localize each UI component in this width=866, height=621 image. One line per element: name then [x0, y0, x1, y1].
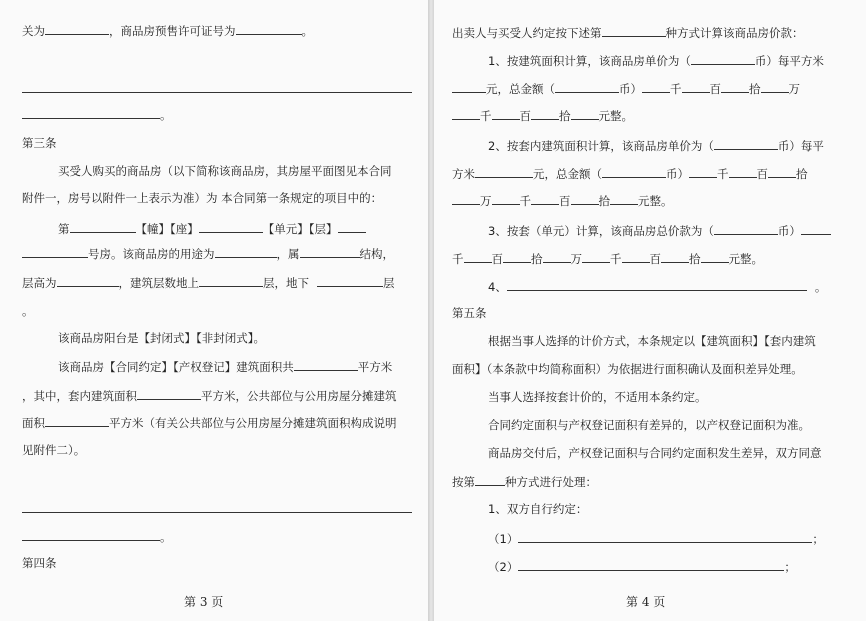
blank-field[interactable]: [768, 165, 796, 178]
page-number: 第 3 页: [184, 595, 224, 609]
article-4-heading: 第四条: [22, 556, 57, 570]
method-3-amount: 千 百 拾 万 千 百 拾 元整。: [452, 252, 763, 266]
blank-field[interactable]: [475, 473, 505, 486]
method-2-amount: 万 千 百 拾 元整。: [452, 192, 673, 209]
self-agreement-heading: 1、双方自行约定：: [488, 502, 588, 516]
article-5-text: 商品房交付后，产权登记面积与合同约定面积发生差异，双方同意: [488, 446, 822, 460]
blank-field[interactable]: [701, 250, 729, 263]
article-5-text: 根据当事人选择的计价方式，本条规定以【建筑面积】【套内建筑: [488, 334, 816, 348]
article-5-text: 当事人选择按套计价的，不适用本条约定。: [488, 390, 707, 404]
method-1: 1、按建筑面积计算，该商品房单价为（ 币）每平方米: [488, 54, 824, 68]
blank-field[interactable]: [801, 222, 831, 235]
article-3-text: 买受人购买的商品房（以下简称该商品房，其房屋平面图见本合同: [58, 164, 392, 178]
blank-field[interactable]: [689, 165, 717, 178]
method-1-amount: 元，总金额（ 币） 千 百 拾 万: [452, 80, 800, 97]
blank-line: [22, 80, 412, 97]
blank-field[interactable]: [464, 250, 492, 263]
blank-field[interactable]: [22, 106, 160, 119]
blank-field[interactable]: [338, 220, 366, 233]
balcony-type: 该商品房阳台是【封闭式】【非封闭式】。: [58, 331, 265, 345]
blank-field[interactable]: [199, 274, 263, 287]
article-5-text: 按第 种方式进行处理：: [452, 475, 597, 489]
article-3-heading: 第三条: [22, 136, 57, 150]
method-4: 4、 。: [488, 280, 827, 294]
method-2-amount: 方米 元，总金额（ 币） 千 百 拾: [452, 167, 808, 181]
blank-field[interactable]: [22, 528, 160, 541]
area-line: 该商品房【合同约定】【产权登记】建筑面积共 平方米: [58, 360, 393, 374]
floor-height-line: 层高为 ，建筑层数地上 层，地下 层: [22, 276, 395, 290]
article-5-text: 合同约定面积与产权登记面积有差异的，以产权登记面积为准。: [488, 418, 810, 432]
blank-field[interactable]: [571, 107, 599, 120]
blank-field[interactable]: [642, 80, 670, 93]
blank-line: 。: [22, 528, 172, 545]
blank-field[interactable]: [22, 245, 88, 258]
blank-field[interactable]: [507, 278, 807, 291]
blank-field[interactable]: [475, 165, 533, 178]
blank-field[interactable]: [714, 222, 778, 235]
blank-field[interactable]: [721, 80, 749, 93]
blank-field[interactable]: [199, 220, 263, 233]
article-5-text: 面积】（本条款中均简称面积）为依据进行面积确认及面积差异处理。: [452, 362, 803, 376]
blank-field[interactable]: [729, 165, 757, 178]
room-location-line: 第 【幢】【座】 【单元】【层】: [58, 220, 366, 237]
area-line: 面积 平方米（有关公共部位与公用房屋分摊建筑面积构成说明: [22, 416, 397, 430]
blank-field[interactable]: [236, 22, 302, 35]
blank-field[interactable]: [22, 500, 412, 513]
blank-field[interactable]: [452, 107, 480, 120]
blank-field[interactable]: [610, 192, 638, 205]
blank-field[interactable]: [682, 80, 710, 93]
blank-field[interactable]: [661, 250, 689, 263]
blank-field[interactable]: [691, 52, 755, 65]
area-line: 见附件二）。: [22, 443, 86, 457]
area-line: ，其中，套内建筑面积 平方米，公共部位与公用房屋分摊建筑: [22, 389, 397, 403]
blank-field[interactable]: [518, 530, 812, 543]
blank-field[interactable]: [452, 80, 486, 93]
blank-field[interactable]: [531, 192, 559, 205]
blank-field[interactable]: [555, 80, 619, 93]
blank-field[interactable]: [137, 387, 201, 400]
room-usage-line: 号房。该商品房的用途为 ，属 结构，: [22, 245, 394, 262]
blank-field[interactable]: [57, 274, 119, 287]
method-1-amount: 千 百 拾 元整。: [452, 107, 633, 124]
blank-field[interactable]: [543, 250, 571, 263]
article-5-heading: 第五条: [452, 306, 487, 320]
blank-field[interactable]: [531, 107, 559, 120]
presale-permit-line: 关为 ，商品房预售许可证号为 。: [22, 24, 313, 38]
blank-field[interactable]: [22, 80, 412, 93]
document-page-4: [434, 0, 866, 621]
page-number: 第 4 页: [626, 595, 666, 609]
blank-field[interactable]: [317, 274, 383, 287]
method-3: 3、按套（单元）计算，该商品房总价款为（ 币）: [488, 222, 831, 239]
blank-field[interactable]: [518, 558, 784, 571]
blank-field[interactable]: [45, 22, 109, 35]
method-2: 2、按套内建筑面积计算，该商品房单价为（ 币）每平: [488, 139, 824, 153]
blank-field[interactable]: [70, 220, 136, 233]
pricing-method-line: 出卖人与买受人约定按下述第 种方式计算该商品房价款：: [452, 26, 804, 40]
blank-field[interactable]: [215, 245, 277, 258]
blank-field[interactable]: [571, 192, 599, 205]
blank-field[interactable]: [452, 192, 480, 205]
document-page-3: 关为 ，商品房预售许可证号为 。 。 第三条 买受人购买的商品房（以下简称该商品房，其房屋平面图见本合同 附件一，房号以附件一上表示为准）为 本合同第一条规定的项目中的： 第 【幢】【座】 【单元】【层】 号房。该商品房的用途为 ，属 结构， 层高为 ，建筑层数地上 层，地下 层 。 该商品房阳台是【封闭式】【非封闭式】。 该商品房【合同约定】【产权登记】建筑面积共 平方米 ，其中，套内建筑面积 平方米，公共部位与公用房屋分摊建筑 面积 平方米（有关公共部位与公用房屋分摊建筑面积构成说明 见附件二）。 。 第四条 第 3 页: [0, 0, 429, 621]
blank-field[interactable]: [602, 165, 666, 178]
blank-field[interactable]: [503, 250, 531, 263]
blank-field[interactable]: [714, 137, 778, 150]
blank-field[interactable]: [602, 24, 666, 37]
article-3-text: 附件一，房号以附件一上表示为准）为 本合同第一条规定的项目中的：: [22, 191, 383, 205]
blank-field[interactable]: [294, 358, 358, 371]
blank-field[interactable]: [492, 107, 520, 120]
blank-field[interactable]: [582, 250, 610, 263]
agreement-item-2: （2） ；: [488, 560, 796, 574]
blank-field[interactable]: [761, 80, 789, 93]
blank-line: [22, 500, 412, 517]
blank-field[interactable]: [622, 250, 650, 263]
agreement-item-1: （1） ；: [488, 532, 824, 546]
blank-line: 。: [22, 106, 172, 123]
blank-field[interactable]: [492, 192, 520, 205]
blank-field[interactable]: [45, 414, 109, 427]
blank-field[interactable]: [300, 245, 360, 258]
